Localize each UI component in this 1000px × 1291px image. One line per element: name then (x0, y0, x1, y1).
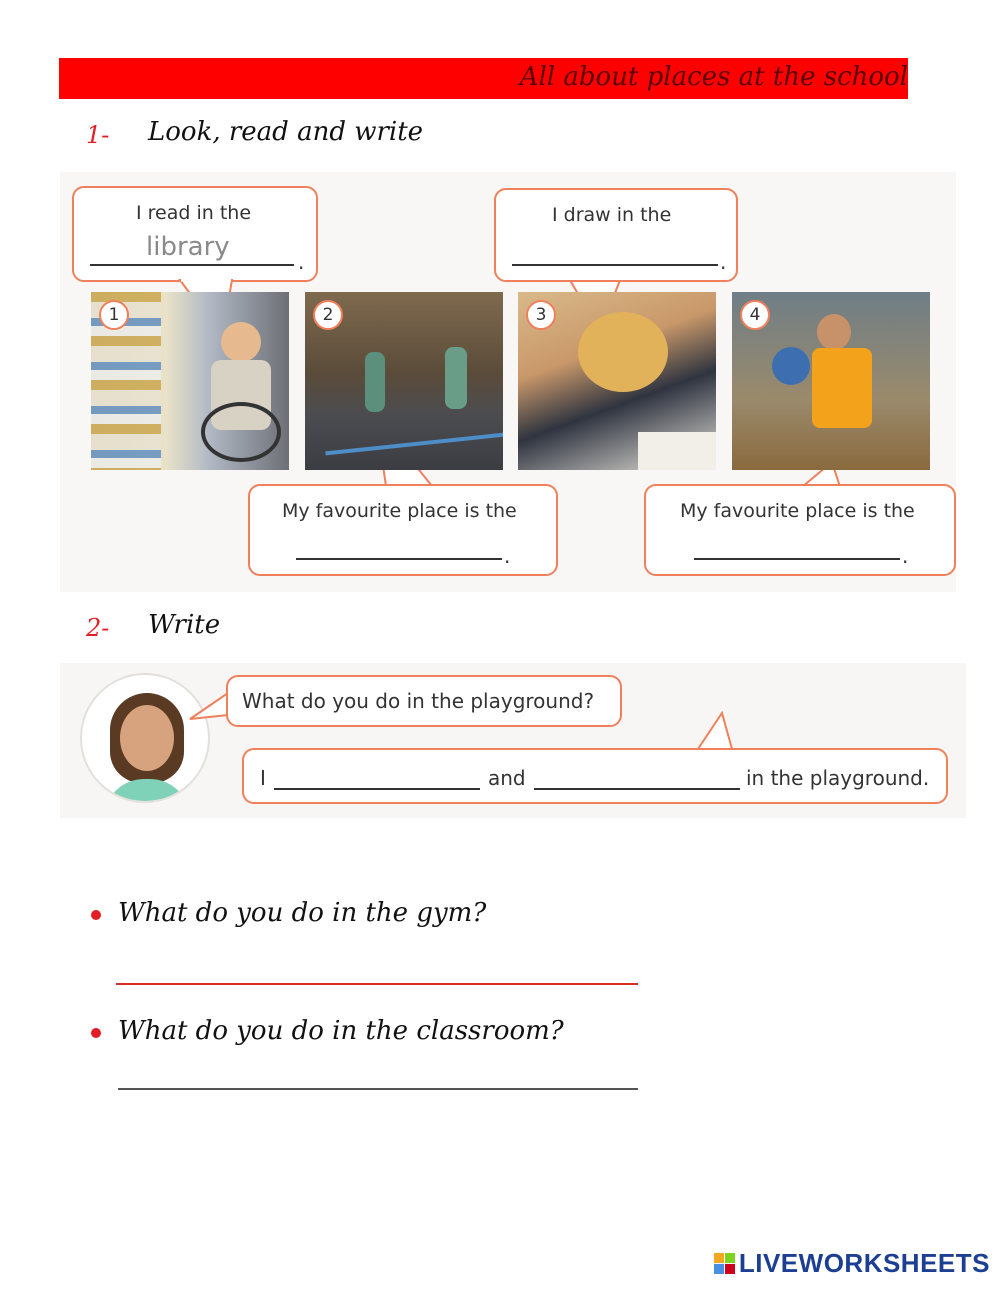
answer-bubble (242, 748, 948, 804)
brand-name: LIVEWORKSHEETS (738, 1248, 990, 1278)
bubble-fav2-dot: . (902, 544, 909, 568)
answer-library[interactable]: library (146, 232, 230, 262)
answer-line-classroom[interactable] (118, 1088, 638, 1090)
answer-line[interactable] (296, 558, 502, 560)
question-classroom: What do you do in the classroom? (118, 1016, 564, 1046)
photo-classroom-drawing (518, 292, 716, 470)
answer-line-2[interactable] (534, 788, 740, 790)
bubble-read-dot: . (298, 250, 305, 274)
answer-middle: and (488, 766, 526, 790)
speech-bubble-favourite-2 (644, 484, 956, 576)
exercise-2-panel (60, 663, 966, 818)
answer-line-gym[interactable] (116, 983, 638, 985)
bullet (91, 1028, 101, 1038)
photo-library (91, 292, 289, 470)
photo-number-4: 4 (740, 300, 770, 330)
answer-end: in the playground. (746, 766, 930, 790)
bubble-draw-text: I draw in the (552, 204, 672, 226)
liveworksheets-logo (714, 1248, 990, 1279)
bubble-fav1-dot: . (504, 544, 511, 568)
bubble-fav1-text: My favourite place is the (282, 500, 517, 522)
answer-line[interactable] (512, 264, 718, 266)
bubble-draw-dot: . (720, 250, 727, 274)
photo-gym (732, 292, 930, 470)
speech-bubble-draw (494, 188, 738, 282)
header-bar (59, 58, 908, 99)
section-1-number: 1- (86, 121, 110, 149)
photo-number-1: 1 (99, 300, 129, 330)
worksheet-title: All about places at the school (519, 62, 908, 92)
photo-number-3: 3 (526, 300, 556, 330)
section-2-number: 2- (86, 614, 110, 642)
question-bubble (226, 675, 622, 727)
exercise-1-panel (60, 172, 956, 592)
playground-question: What do you do in the playground? (242, 689, 595, 713)
answer-line-1[interactable] (274, 788, 480, 790)
section-1-title: Look, read and write (148, 117, 424, 147)
question-gym: What do you do in the gym? (118, 898, 487, 928)
bullet (91, 910, 101, 920)
photo-number-2: 2 (313, 300, 343, 330)
section-2-title: Write (148, 610, 221, 640)
answer-line[interactable] (694, 558, 900, 560)
photo-playground (305, 292, 503, 470)
bubble-fav2-text: My favourite place is the (680, 500, 915, 522)
bubble-read-text: I read in the (136, 202, 252, 224)
logo-icon (714, 1253, 735, 1274)
speech-bubble-favourite-1 (248, 484, 558, 576)
answer-start: I (260, 766, 266, 790)
